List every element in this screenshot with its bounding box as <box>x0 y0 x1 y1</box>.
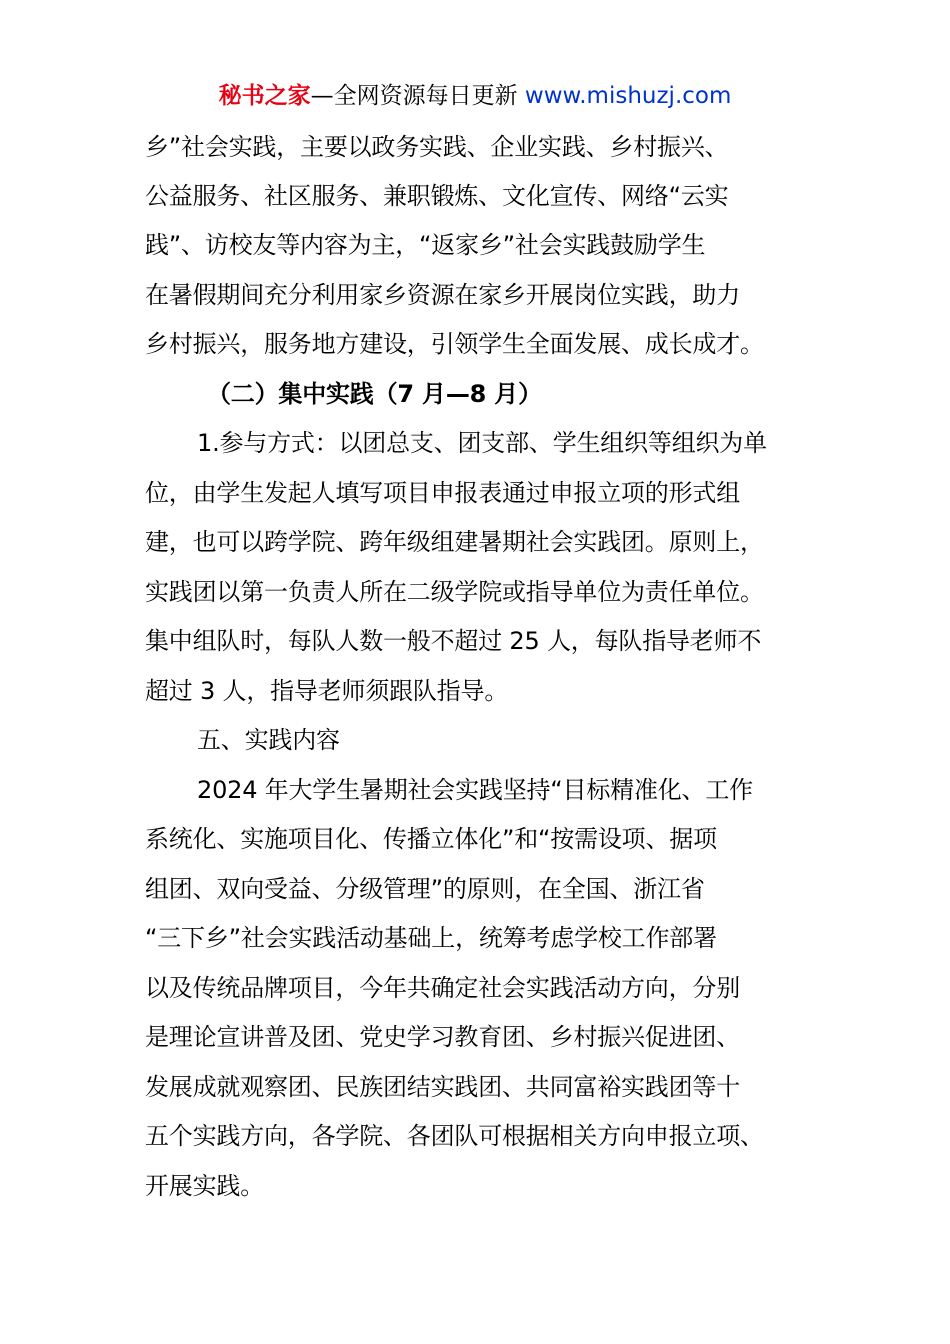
paragraph-line: 2024 年大学生暑期社会实践坚持“目标精准化、工作 <box>197 776 753 804</box>
paragraph-line: 组团、双向受益、分级管理”的原则，在全国、浙江省 <box>145 875 705 903</box>
paragraph-line: 1.参与方式：以团总支、团支部、学生组织等组织为单 <box>197 429 767 457</box>
paragraph-line: 实践团以第一负责人所在二级学院或指导单位为责任单位。 <box>145 578 764 606</box>
paragraph-line: 乡村振兴，服务地方建设，引领学生全面发展、成长成才。 <box>145 330 764 358</box>
paragraph-line: 集中组队时，每队人数一般不超过 25 人，每队指导老师不 <box>145 627 762 655</box>
paragraph-line: 位，由学生发起人填写项目申报表通过申报立项的形式组 <box>145 479 740 507</box>
paragraph-line: “三下乡”社会实践活动基础上，统筹考虑学校工作部署 <box>145 924 717 952</box>
paragraph-line: 是理论宣讲普及团、党史学习教育团、乡村振兴促进团、 <box>145 1023 740 1051</box>
site-header <box>0 80 950 112</box>
paragraph-line: 以及传统品牌项目，今年共确定社会实践活动方向，分别 <box>145 974 740 1002</box>
paragraph-line: 超过 3 人，指导老师须跟队指导。 <box>145 677 509 705</box>
paragraph-line: 践”、访校友等内容为主，“返家乡”社会实践鼓励学生 <box>145 231 706 259</box>
paragraph-line: 公益服务、社区服务、兼职锻炼、文化宣传、网络“云实 <box>145 182 729 210</box>
section-heading: 五、实践内容 <box>197 726 340 754</box>
paragraph-line: 建，也可以跨学院、跨年级组建暑期社会实践团。原则上， <box>145 528 764 556</box>
brand-name: 秘书之家 <box>218 83 311 109</box>
paragraph-line: 开展实践。 <box>145 1172 264 1200</box>
paragraph-line: 五个实践方向，各学院、各团队可根据相关方向申报立项、 <box>145 1122 764 1150</box>
header-tagline: —全网资源每日更新 <box>310 83 525 109</box>
paragraph-line: 系统化、实施项目化、传播立体化”和“按需设项、据项 <box>145 825 717 853</box>
paragraph-line: 在暑假期间充分利用家乡资源在家乡开展岗位实践，助力 <box>145 281 740 309</box>
section-subheading: （二）集中实践（7 月—8 月） <box>207 380 542 408</box>
paragraph-line: 乡”社会实践，主要以政务实践、企业实践、乡村振兴、 <box>145 133 729 161</box>
paragraph-line: 发展成就观察团、民族团结实践团、共同富裕实践团等十 <box>145 1073 740 1101</box>
site-url[interactable]: www.mishuzj.com <box>524 83 732 109</box>
